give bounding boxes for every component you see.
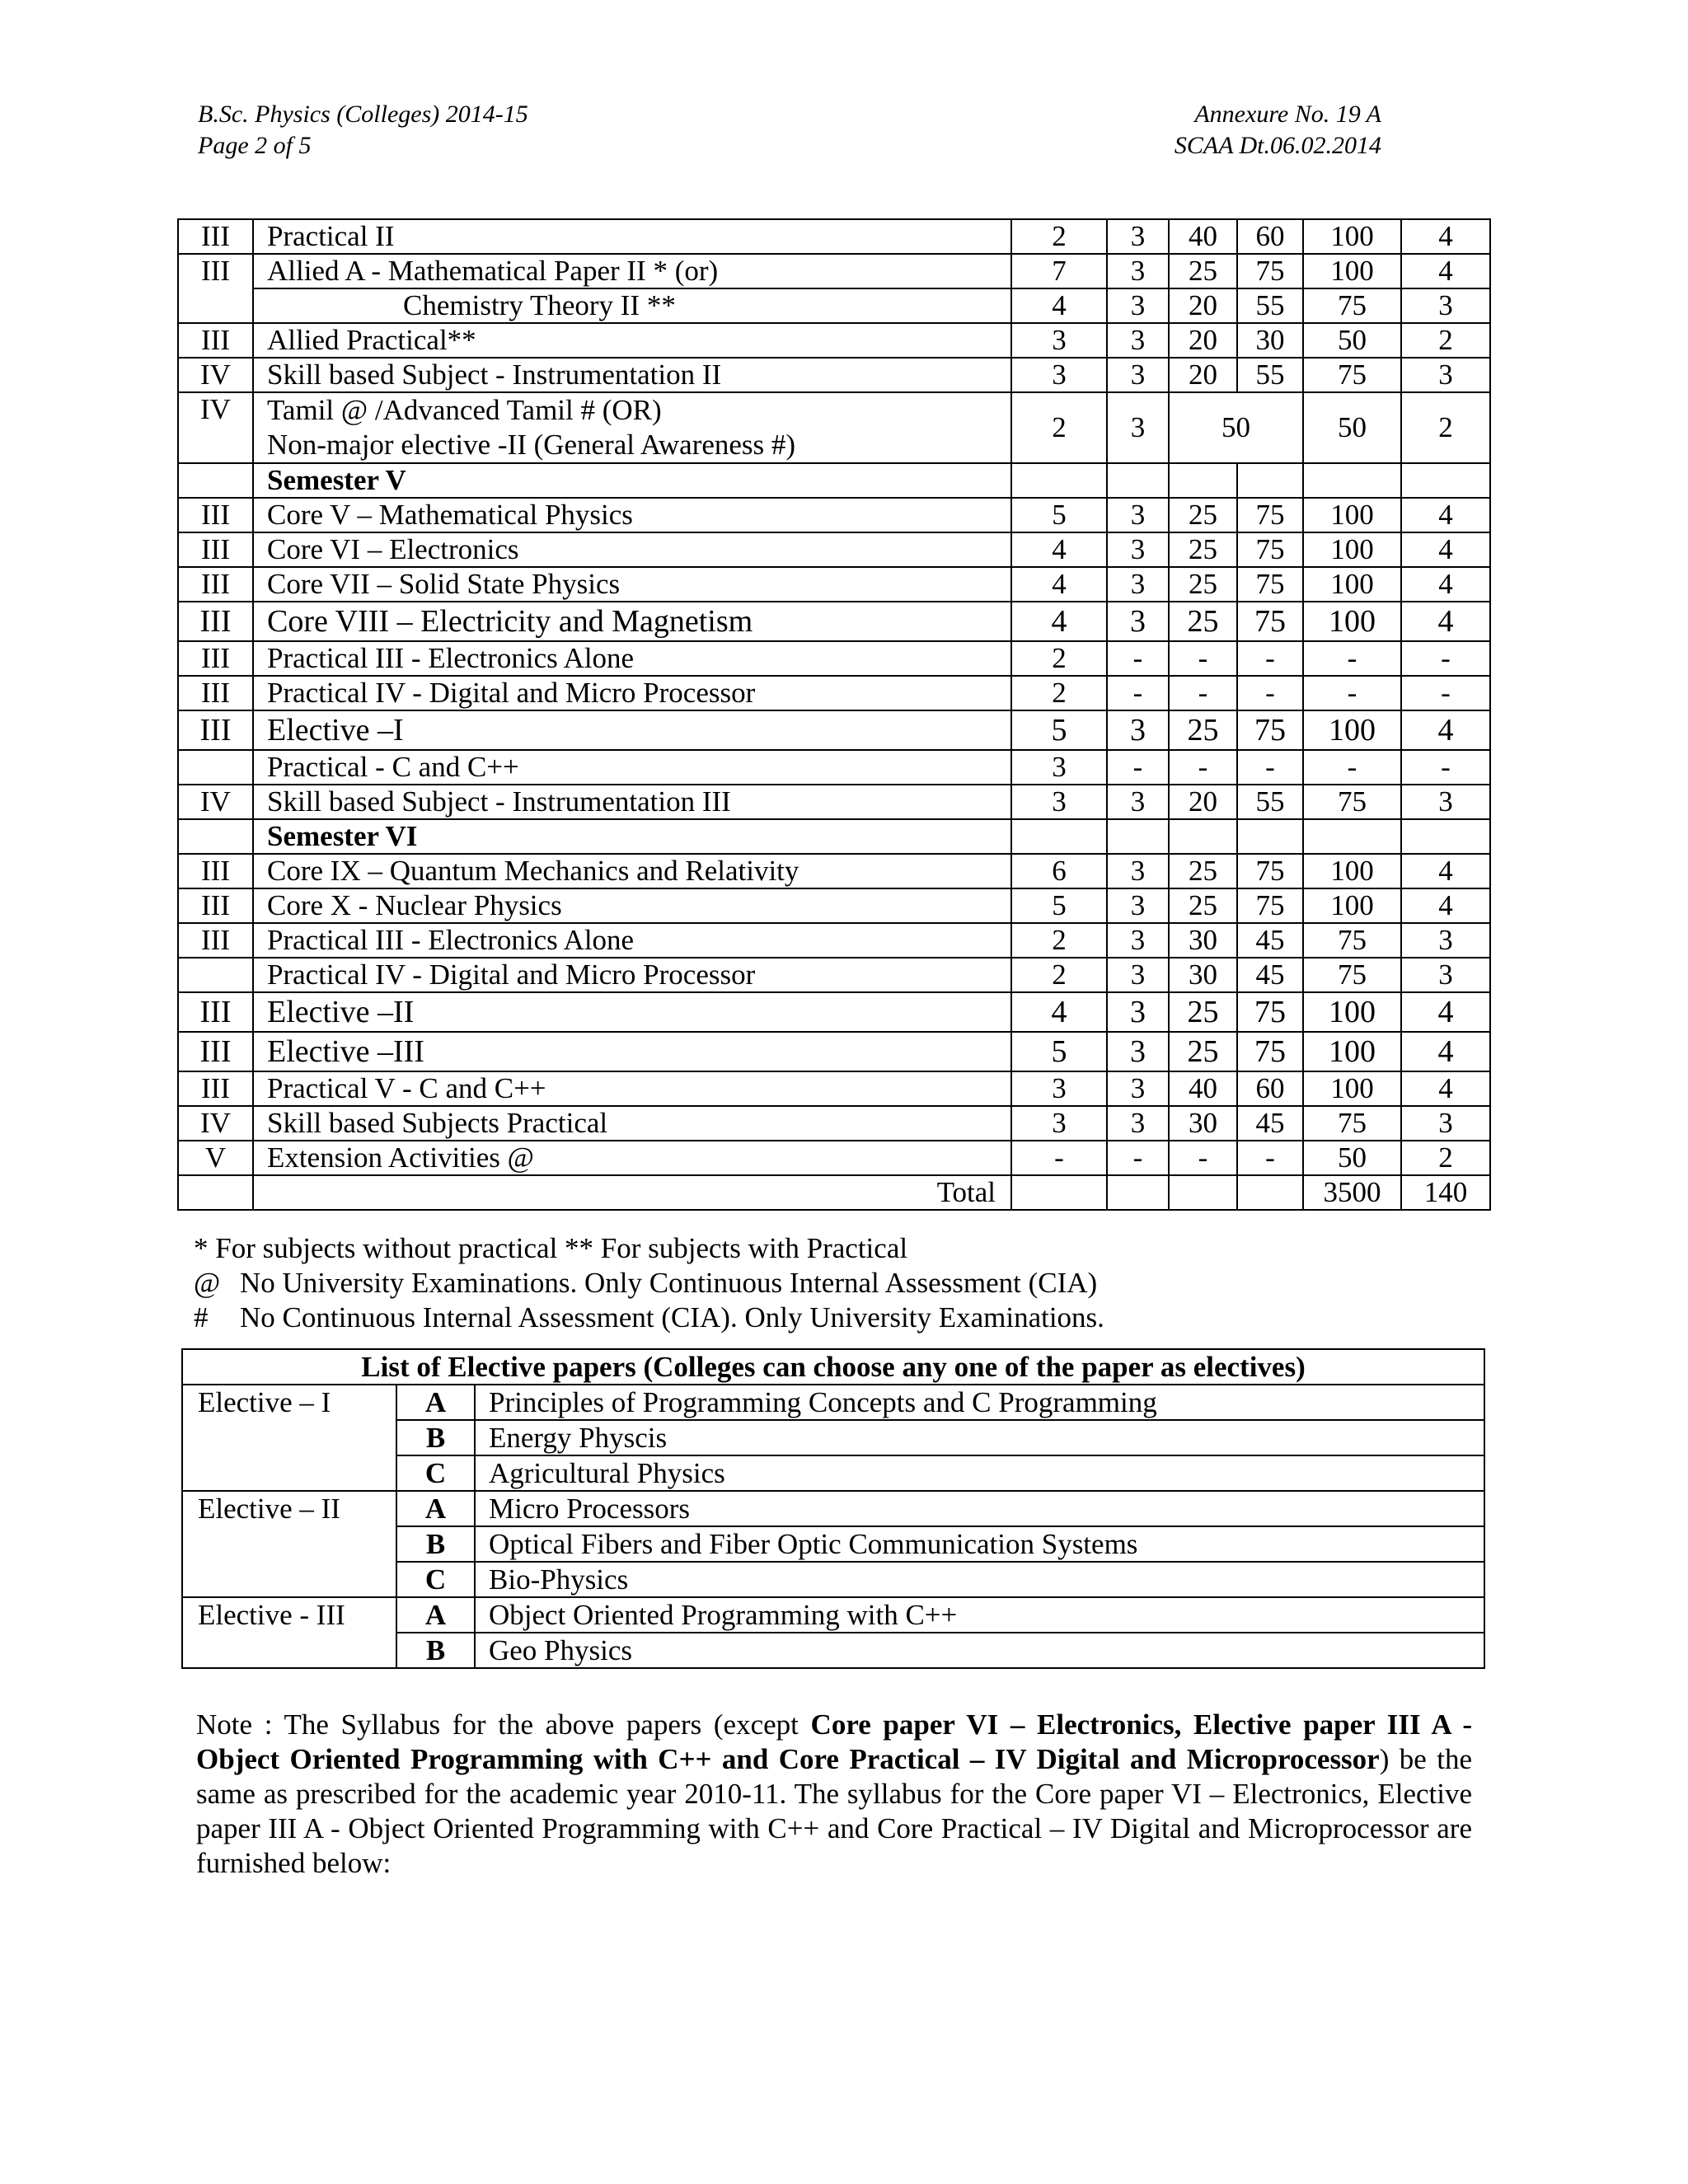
paper-title: Practical - C and C++ bbox=[253, 750, 1011, 785]
paper-title: Core X - Nuclear Physics bbox=[253, 888, 1011, 923]
paper-title: Core V – Mathematical Physics bbox=[253, 498, 1011, 532]
table-row: III Core VII – Solid State Physics 4 3 25 75 100 4 bbox=[178, 567, 1490, 602]
table-row: III Core VIII – Electricity and Magnetism 4 3 25 75 100 4 bbox=[178, 602, 1490, 641]
table-row: III Elective –II 4 3 25 75 100 4 bbox=[178, 992, 1490, 1032]
table-row: IV Skill based Subject - Instrumentation III 3 3 20 55 75 3 bbox=[178, 785, 1490, 819]
table-row: V Extension Activities @ - - - - 50 2 bbox=[178, 1141, 1490, 1175]
semester-heading: Semester V bbox=[253, 463, 1011, 498]
total-credits: 140 bbox=[1401, 1175, 1490, 1210]
paper-title: Practical II bbox=[253, 219, 1011, 254]
paper-title: Elective –II bbox=[253, 992, 1011, 1032]
syllabus-note: Note : The Syllabus for the above papers (except Core paper VI – Electronics, Elective paper III A - Object Oriented Programming with C++ and Core Practical – IV Digital and Microprocessor) be the same as prescribed for the academic year 2010-11. The syllabus for the Core paper VI – Electronics, Elective paper III A - Object Oriented Programming with C++ and Core Practical – IV Digital and Microprocessor are furnished below: bbox=[196, 1708, 1472, 1879]
paper-title: Skill based Subject - Instrumentation II bbox=[253, 358, 1011, 392]
table-row: III Practical V - C and C++ 3 3 40 60 100 4 bbox=[178, 1071, 1490, 1106]
paper-title: Extension Activities @ bbox=[253, 1141, 1011, 1175]
table-row: III Allied A - Mathematical Paper II * (or) 7 3 25 75 100 4 bbox=[178, 254, 1490, 288]
total-row bbox=[178, 1175, 1490, 1210]
scheme-table bbox=[177, 218, 1491, 1211]
elective-label: Elective – II bbox=[182, 1491, 396, 1597]
paper-title: Practical III - Electronics Alone bbox=[253, 923, 1011, 958]
table-row: III Elective –III 5 3 25 75 100 4 bbox=[178, 1032, 1490, 1071]
annexure-number: Annexure No. 19 A bbox=[1194, 101, 1381, 128]
elective-row: B Geo Physics bbox=[182, 1633, 1484, 1668]
elective-row: Elective - III A Object Oriented Programming with C++ bbox=[182, 1597, 1484, 1633]
elective-row: B Optical Fibers and Fiber Optic Communication Systems bbox=[182, 1526, 1484, 1562]
semester-row bbox=[178, 819, 1490, 854]
paper-title: Practical III - Electronics Alone bbox=[253, 641, 1011, 676]
table-row: III Core IX – Quantum Mechanics and Relativity 6 3 25 75 100 4 bbox=[178, 854, 1490, 888]
elective-row: Elective – I A Principles of Programming Concepts and C Programming bbox=[182, 1385, 1484, 1420]
paper-title: Chemistry Theory II ** bbox=[253, 288, 1011, 323]
total-label: Total bbox=[253, 1175, 1011, 1210]
total-marks: 3500 bbox=[1303, 1175, 1401, 1210]
elective-row: C Agricultural Physics bbox=[182, 1455, 1484, 1491]
paper-title: Tamil @ /Advanced Tamil # (OR) Non-major elective -II (General Awareness #) bbox=[253, 392, 1011, 463]
elective-label: Elective - III bbox=[182, 1597, 396, 1668]
semester-heading: Semester VI bbox=[253, 819, 1011, 854]
header-right bbox=[1175, 99, 1381, 162]
scaa-date: SCAA Dt.06.02.2014 bbox=[1174, 132, 1381, 159]
paper-title: Core VII – Solid State Physics bbox=[253, 567, 1011, 602]
table-row: III Practical III - Electronics Alone 2 3 30 45 75 3 bbox=[178, 923, 1490, 958]
table-row: III Elective –I 5 3 25 75 100 4 bbox=[178, 710, 1490, 750]
table-row: IV Skill based Subject - Instrumentation II 3 3 20 55 75 3 bbox=[178, 358, 1490, 392]
table-row: III Practical IV - Digital and Micro Processor 2 - - - - - bbox=[178, 676, 1490, 710]
elective-table bbox=[181, 1348, 1485, 1669]
elective-label: Elective – I bbox=[182, 1385, 396, 1491]
table-row: III Allied Practical** 3 3 20 30 50 2 bbox=[178, 323, 1490, 358]
paper-title: Elective –III bbox=[253, 1032, 1011, 1071]
paper-title: Practical IV - Digital and Micro Processor bbox=[253, 676, 1011, 710]
footnote-university: # No Continuous Internal Assessment (CIA). Only University Examinations. bbox=[194, 1301, 1104, 1333]
note-emphasis: Core paper VI – Electronics, Elective paper III A - Object Oriented Programming with C++ and Core Practical – IV Digital and Microprocessor bbox=[196, 1708, 1472, 1775]
course-title: B.Sc. Physics (Colleges) 2014-15 bbox=[198, 101, 528, 128]
elective-header-row bbox=[182, 1349, 1484, 1385]
table-row: III Core X - Nuclear Physics 5 3 25 75 100 4 bbox=[178, 888, 1490, 923]
paper-title: Practical V - C and C++ bbox=[253, 1071, 1011, 1106]
header-left bbox=[198, 99, 528, 162]
page-number: Page 2 of 5 bbox=[198, 132, 312, 159]
paper-title: Elective –I bbox=[253, 710, 1011, 750]
table-row: Practical IV - Digital and Micro Processor 2 3 30 45 75 3 bbox=[178, 958, 1490, 992]
elective-row: Elective – II A Micro Processors bbox=[182, 1491, 1484, 1526]
elective-row: C Bio-Physics bbox=[182, 1562, 1484, 1597]
paper-title: Skill based Subject - Instrumentation III bbox=[253, 785, 1011, 819]
elective-heading: List of Elective papers (Colleges can choose any one of the paper as electives) bbox=[182, 1349, 1484, 1385]
table-row: III Core V – Mathematical Physics 5 3 25 75 100 4 bbox=[178, 498, 1490, 532]
table-row: Chemistry Theory II ** 4 3 20 55 75 3 bbox=[178, 288, 1490, 323]
footnote-cia: @ No University Examinations. Only Continuous Internal Assessment (CIA) bbox=[194, 1267, 1098, 1299]
paper-title: Skill based Subjects Practical bbox=[253, 1106, 1011, 1141]
footnote-practical: * For subjects without practical ** For subjects with Practical bbox=[194, 1232, 908, 1264]
footnotes bbox=[194, 1231, 1104, 1335]
table-row: IV Skill based Subjects Practical 3 3 30 45 75 3 bbox=[178, 1106, 1490, 1141]
paper-title: Allied A - Mathematical Paper II * (or) bbox=[253, 254, 1011, 288]
paper-title: Core VIII – Electricity and Magnetism bbox=[253, 602, 1011, 641]
table-row: III Practical II 2 3 40 60 100 4 bbox=[178, 219, 1490, 254]
semester-row bbox=[178, 463, 1490, 498]
table-row: III Core VI – Electronics 4 3 25 75 100 4 bbox=[178, 532, 1490, 567]
paper-title: Allied Practical** bbox=[253, 323, 1011, 358]
paper-title: Practical IV - Digital and Micro Processor bbox=[253, 958, 1011, 992]
elective-row: B Energy Physcis bbox=[182, 1420, 1484, 1455]
paper-title: Core VI – Electronics bbox=[253, 532, 1011, 567]
table-row: III Practical III - Electronics Alone 2 - - - - - bbox=[178, 641, 1490, 676]
table-row: Practical - C and C++ 3 - - - - - bbox=[178, 750, 1490, 785]
table-row: IV Tamil @ /Advanced Tamil # (OR) Non-major elective -II (General Awareness #) 2 3 50 50 2 bbox=[178, 392, 1490, 463]
paper-title: Core IX – Quantum Mechanics and Relativity bbox=[253, 854, 1011, 888]
